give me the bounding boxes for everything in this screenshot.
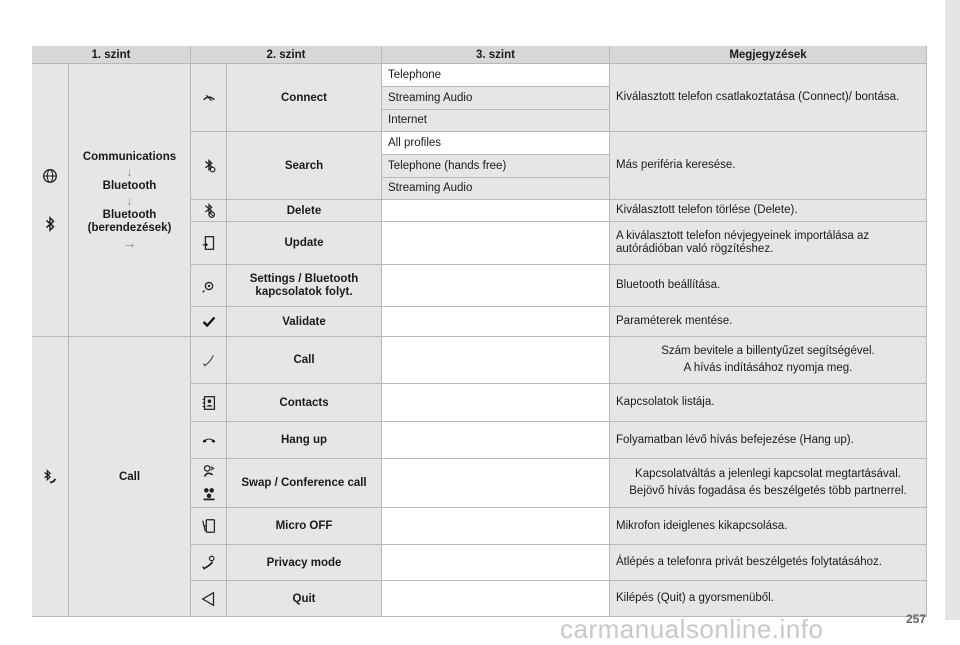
page-number: 257 [906,612,927,626]
delete-label: Delete [227,200,382,222]
micro-off-empty [382,508,610,545]
note-text: Kiválasztott telefon törlése (Delete). [616,204,798,216]
delete-icon [200,202,218,220]
bluetooth-icon [41,215,59,233]
privacy-mode-label: Privacy mode [227,545,382,581]
note-text: Bejövő hívás fogadása és beszélgetés több partnerrel. [629,485,907,497]
note-text: Kilépés (Quit) a gyorsmenüből. [616,592,774,604]
update-icon [200,234,218,252]
note-text: Mikrofon ideiglenes kikapcsolása. [616,519,788,532]
bluetooth-devices-label-1: Bluetooth [102,209,157,221]
privacy-mode-empty [382,545,610,581]
call-icon-cell [32,337,69,617]
search-sub-telephone [382,155,610,178]
sub-label: Internet [388,114,427,126]
note-text: A kiválasztott telefon névjegyeinek importálása az autórádióban való rögzítéshez. [616,230,870,255]
contacts-icon-cell [191,384,227,422]
swap-icon-cell [191,459,227,508]
arrow-right-icon: → [122,235,137,251]
note-text: Folyamatban lévő hívás befejezése (Hang up). [616,433,854,446]
update-note [610,222,927,265]
validate-icon-cell [191,307,227,337]
quit-icon-cell [191,581,227,617]
communications-icon-cell [32,64,69,337]
hang-up-icon [200,431,218,449]
menu-table [32,46,927,607]
privacy-mode-icon-cell [191,545,227,581]
note-text: Bluetooth beállítása. [616,279,721,291]
contacts-icon [200,394,218,412]
delete-empty [382,200,610,222]
search-label: Search [227,132,382,200]
contacts-empty [382,384,610,422]
search-icon [200,157,218,175]
settings-icon-cell [191,265,227,307]
search-note [610,132,927,200]
note-text: Kapcsolatváltás a jelenlegi kapcsolat megtartásával. [635,468,901,480]
swap-icon [200,463,218,481]
privacy-mode-icon [200,554,218,572]
conference-call-icon [200,485,218,503]
globe-icon [41,167,59,185]
arrow-down-icon: ↓ [126,194,133,208]
connect-icon-cell [191,64,227,132]
contacts-note [610,384,927,422]
sub-label: Telephone (hands free) [388,159,507,172]
call-empty [382,337,610,384]
sub-label: Telephone [388,68,442,81]
settings-icon [200,277,218,295]
page-edge-tab [945,0,960,620]
hang-up-empty [382,422,610,459]
connect-sub-internet [382,110,610,132]
sub-label: Streaming Audio [388,182,473,194]
search-sub-streaming [382,178,610,200]
validate-note [610,307,927,337]
header-level2: 2. szint [191,46,382,64]
micro-off-note [610,508,927,545]
note-text: Kiválasztott telefon csatlakoztatása (Connect)/ bontása. [616,91,900,103]
contacts-label: Contacts [227,384,382,422]
update-empty [382,222,610,265]
bluetooth-devices-label-2: (berendezések) [87,222,172,234]
note-text: Paraméterek mentése. [616,315,733,327]
call-note [610,337,927,384]
hang-up-label: Hang up [227,422,382,459]
note-text: A hívás indításához nyomja meg. [683,362,853,374]
header-level1: 1. szint [32,46,191,64]
watermark: carmanualsonline.info [560,614,824,644]
quit-label: Quit [227,581,382,617]
note-text: Kapcsolatok listája. [616,396,715,408]
sub-label: Streaming Audio [388,91,473,104]
micro-off-icon-cell [191,508,227,545]
micro-off-label: Micro OFF [227,508,382,545]
call-row-icon-cell [191,337,227,384]
note-text: Más periféria keresése. [616,159,736,171]
update-label: Update [227,222,382,265]
privacy-mode-note [610,545,927,581]
validate-icon [200,313,218,331]
note-text: Átlépés a telefonra privát beszélgetés folytatásához. [616,556,882,568]
connect-icon [200,89,218,107]
delete-icon-cell [191,200,227,222]
communications-level1 [69,64,191,337]
bluetooth-label: Bluetooth [102,180,157,192]
connect-note [610,64,927,132]
swap-label: Swap / Conference call [227,459,382,508]
connect-sub-telephone [382,64,610,87]
connect-sub-streaming [382,87,610,110]
update-icon-cell [191,222,227,265]
quit-empty [382,581,610,617]
micro-off-icon [200,517,218,535]
settings-label: Settings / Bluetooth kapcsolatok folyt. [227,265,382,307]
call-icon [200,351,218,369]
quit-icon [200,590,218,608]
validate-label: Validate [227,307,382,337]
call-label: Call [227,337,382,384]
settings-empty [382,265,610,307]
swap-note [610,459,927,508]
note-text: Szám bevitele a billentyűzet segítségével. [661,345,875,357]
arrow-down-icon: ↓ [126,165,133,179]
validate-empty [382,307,610,337]
communications-label: Communications [82,151,177,163]
call-level1: Call [69,337,191,617]
search-icon-cell [191,132,227,200]
header-notes: Megjegyzések [610,46,927,64]
swap-empty [382,459,610,508]
sub-label: All profiles [388,136,442,149]
hang-up-note [610,422,927,459]
search-sub-all [382,132,610,155]
settings-note [610,265,927,307]
quit-note [610,581,927,617]
hang-up-icon-cell [191,422,227,459]
bluetooth-phone-icon [41,468,59,486]
connect-label: Connect [227,64,382,132]
header-level3: 3. szint [382,46,610,64]
delete-note [610,200,927,222]
